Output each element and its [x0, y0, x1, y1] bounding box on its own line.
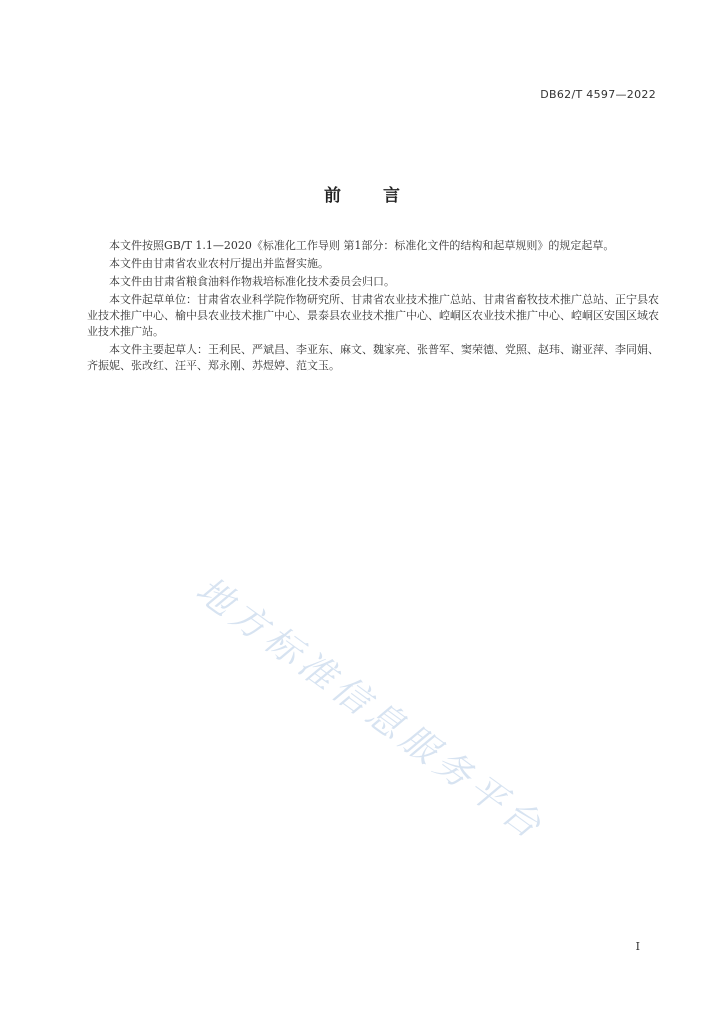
paragraph-drafting-units: 本文件起草单位：甘肃省农业科学院作物研究所、甘肃省农业技术推广总站、甘肃省畜牧技术推广总站、正宁县农业技术推广中心、榆中县农业技术推广中心、景泰县农业技术推广中心、崆峒区农业技术推广中心、崆峒区安国区域农业技术推广站。	[87, 293, 659, 338]
document-code: DB62/T 4597—2022	[540, 88, 656, 101]
title-char-2: 言	[383, 186, 400, 206]
foreword-body	[87, 238, 659, 376]
page-number: I	[635, 940, 640, 953]
paragraph-proposer: 本文件由甘肃省农业农村厅提出并监督实施。	[109, 257, 329, 270]
paragraph-drafting-rules: 本文件按照GB/T 1.1—2020《标准化工作导则 第1部分：标准化文件的结构和起草规则》的规定起草。	[109, 239, 615, 252]
title-char-1: 前	[324, 186, 341, 206]
watermark: 地方标准信息服务平台	[188, 569, 553, 850]
paragraph-administrator: 本文件由甘肃省粮食油料作物栽培标准化技术委员会归口。	[109, 275, 395, 288]
paragraph-drafters: 本文件主要起草人：王利民、严斌昌、李亚东、麻文、魏家亮、张普军、窦荣德、党照、赵玮、谢亚萍、李同娟、齐振妮、张改红、汪平、郑永刚、苏煜婷、范文玉。	[87, 343, 659, 372]
page-title	[0, 181, 724, 206]
